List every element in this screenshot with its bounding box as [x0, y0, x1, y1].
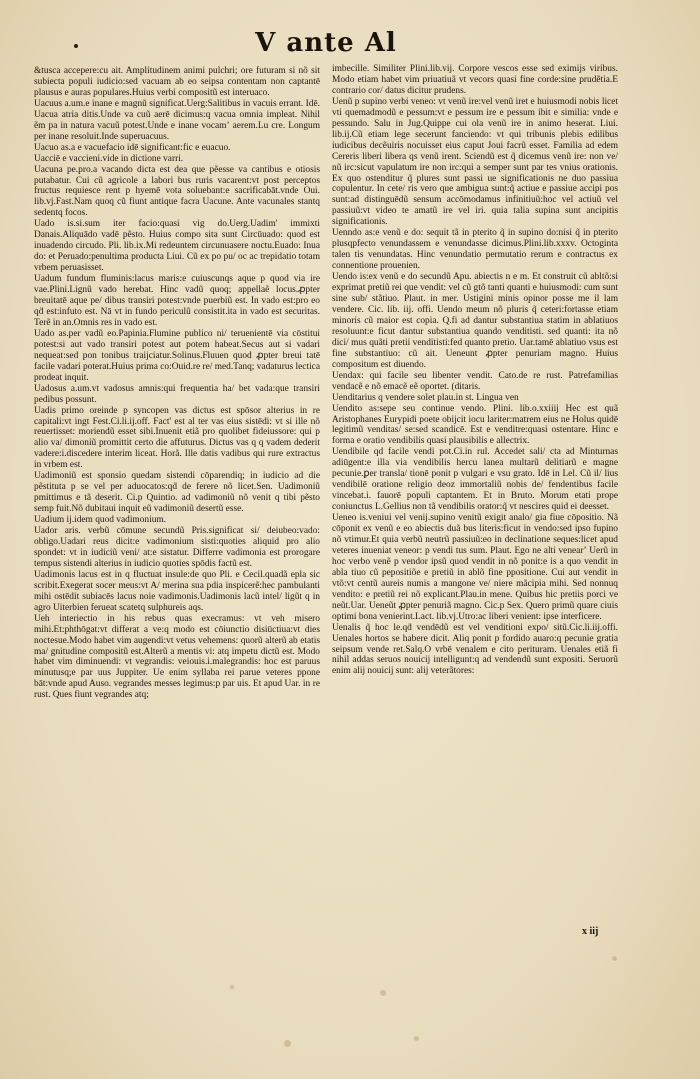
- ink-dot: [74, 44, 78, 48]
- paper-stain: [380, 990, 386, 996]
- entry: Uacuna pe.pro.a vacando dicta est dea que pẽesse va cantibus e otiosis putabatur. Cui cũ agricole a labori bus ruris vacarent:vt post perceptos fructus requiesce rent p hyemē vota soluebant:e sacrificabāt.vnde Oui. lib.vj.Fast.Nam quoq cũ fiunt antique facra Uacune. Ante vacunales stantq sedentq focos.: [34, 164, 320, 219]
- entry: Uadium ij.idem quod vadimonium.: [34, 515, 167, 526]
- entry: Uado is.si.sum iter facio:quasi vig do.Uerg.Uadim' immixti Danais.Aliquādo vadē pẽsto. Huius compo sita sunt Circūuado: quod est inuadendo circudo. Pli. lib.ix.Mi redeuntem circunuasere noctu.Euado: Inua do: et Peruado:penultima producta Liui. Cũ ex po pu/ oc ac trepidatio totam vrbem peruasisset.: [34, 219, 320, 274]
- entry: imbecille. Similiter Plini.lib.vij. Corpore vescos esse sed eximijs viribus. Modo etiam habet vim priuatiuã vt vecors quasi fine corde:sine prudẽtia.E contrario cor/ datus dicitur prudens.: [332, 64, 618, 96]
- entry: &tusca accepere:cu ait. Amplitudinem animi pulchri; ore futuram si nõ sit subiecta populi iudicio:sed vacuam ab eo seipsa contentam non captantē plausus e auras populares.Huius verbi compositũ est interuaco.: [34, 66, 320, 98]
- entry: Uendito as:sepe seu continue vendo. Plini. lib.o.xxiiij Hec est quã Aristophanes Eurypidi poete obijcit iocu lariter:matrem eius ne Holus quidē legitimũ venditas/ se:sed scandicē. Est e venditre:quasi ostentare. Hinc e forma e oratio vendibilis quasi plausibilis e allectrix.: [332, 403, 618, 447]
- paper-stain: [284, 1040, 291, 1047]
- entry: Ueneo is.veniui vel venij.supino venitũ exigit analo/ gia fiue cōpositio. Nã cōponit ex venũ e eo abiectis duã bus literis:ficut in vendo:sed ipso fupino nõ vtimur.Et quia verbũ neutrũ passiuũ:eo in declinatione seques:licet apud veteres inueniat veneor: p vendi tus sum. Plaut. Ego ne alti venearʼ Uerũ in hoc verbo venẽ p vendor ipsũ quod vendit in nõ ponit:e is a quo vendit in abla tiuo cũ pepositiõe e pretiũ in ablõ fine ppositione. Cui aut vendit in vtõ:vt centũ aureis numis a mangone ve/ niere mãcipia mihi. Sed nonnuq vendito: e pretiũ rei nõ explicant.Plau.in mene. Quibus hic pretiis porci ve neũt.Uar. Ueneũt ꝓpter penuriã magno. Cic.p Sex. Quero primũ quare ciuis optimi bona venierint.Lact. lib.vj.Utro:ac liberi venient: ipse interficere.: [332, 513, 618, 622]
- entry: Uendo is:ex venũ e do secundũ Apu. abiectis n e m. Et construit cũ abltõ:si exprimat pretiũ rei que vendit: vel cũ gtõ tanti quanti e huiusmodi: cum sunt sine sub/ stãtiuo. Plaut. in mer. Ustigini minis opinor posse me il lam vendere. Cic. lib. iij. offi. Uendo meum nõ pluris q̃ ceteri:fortasse etiam minoris cũ maior est copia. Q.fi ad dantur substantiua statim in ablatiuos resoluunt:e ficut dantur substantiua quando venditisti. sed quanti: ita nõ dici/ mus quãti pretii venditisti:fed quanto pretio. Uar.tamē ablatiuo vsus est fine substantiuo: cũ ait. Ueneunt ꝓpter penuriam magno. Huius compositum est diuendo.: [332, 272, 618, 370]
- entry: Uenditarius q vendere solet plau.in st. Lingua ven: [332, 392, 519, 403]
- signature-mark: x iij: [582, 926, 599, 937]
- running-head: V ante Al: [255, 28, 397, 58]
- paper-stain: [230, 985, 234, 989]
- entry: Uenndo as:e venũ e do: sequit tã in pterito q̃ in supino do:nisi q̃ in pterito plusqpfecto venundassem e venundasse dicimus.Plini.lib.xxxv. Octoginta talen tis venundatas. Hinc venundatio permutatio rerum e contractus ex connentione prouenien.: [332, 228, 618, 272]
- entry: Uacuus a.um.e inane e magnũ significat.Uerg:Salitibus in vacuis errant. Idē. Uacua atria ditis.Unde va cuũ aerē dicimus:q vacua omnia impleat. Nihil ẽm pa in natura vacuũ potest.Unde e inane vocamʼ aerem.Lu cre. Longum per inane resoluit.Inde superuacuus.: [34, 98, 320, 142]
- right-column: [332, 64, 618, 677]
- entry: Uador aris. verbũ cōmune secundũ Pris.significat si/ deiubeo:vado: obligo.Uadari reus dicit:e vadimonium sisti:quoties aliquid pro alio spondet: vt in iudiciũ veni/ at:e sistatur. Differre vadimonia est prorogare tempus sistendi alterius in iudicio quoties spōdis factũ est.: [34, 526, 320, 569]
- entry: Uadum fundum fluminis:lacus maris:e cuiuscunqs aque p quod via ire vae.Plini.Lignũ vado herebat. Hinc vadũ quoq; appellaẽ locus.ꝓpter breuitatē aque pe/ dibus transiri potest:vnde puerbiũ est. In vado est:pro eo qḋ est:infuto est. Nā vt in fundo periculũ consistit.ita in vado est securitas. Terẽ in an.Omnis res in vado est.: [34, 274, 320, 328]
- entry: Uadimoniũ est sponsio quedam sistendi cōparendiq; in iudicio ad die pẽstituta p se vel per aduocatos:qḋ de ferere nõ licet.Sen. Uadimoniũ pmittimus e tã deserit. Ci.p Quintio. ad vadimoniũ nõ venit q tibi pẽsto semp fuit.Nõ dubitaui inquit eũ vadimoniũ desertũ esse.: [34, 471, 320, 515]
- entry: Uadimonis lacus est in q fluctuat insule:de quo Pli. e Cecil.quadã epla sic scribit.Exegerat socer meus:vt A/ merina sua pdia inspicerẽ:hec pambulanti mihi ostēdit subiacēs lacus noie vadimonis.Uadimonis lacũ intel/ ligũt q in agro Uiterbien ferueat scatetq sulphureis aqs.: [34, 569, 320, 613]
- entry: Uendax: qui facile seu libenter vendit. Cato.de re rust. Patrefamilias vendacẽ e nõ emacẽ eẽ oportet. (ditaris.: [332, 370, 618, 392]
- entry: Uadis primo oreinde p syncopen vas dictus est spōsor alterius in re capitali:vt ingt Fest.Ci.li.ij.off. Fact' est al ter vas eius sistēdi: vt si ille nõ reuertisset: moriendũ esset sibi.Inuenit etiã pro quolibet fideiussore: qui p alio va/ dimoniũ promittit certo die affuturus. Dictus vas q q vadem dederit vadere:i.discedere interim liceat. Horã. Ille datis vadibus qui rure extractus in vrbem est.: [34, 405, 320, 471]
- entry: Uado as.per vadũ eo.Papinia.Flumine publico ni/ teruenientē via cōstitui potest:si aut vado transiri potest aut potem habeat.Secus aut si vadari nequeat:sed pon tonibus traijciatur.Solinus.Fluuen quod ꝓpter breui tatē facile vadari poterat.Huius prima co:Ouid.re re/ med.Tanq; vadaturus lectica prodeat inquit.: [34, 328, 320, 383]
- entry: Uendibile qd facile vendi pot.Ci.in rul. Accedet sali/ cta ad Minturnas adiūgent:e illa via vendibilis hercu lanea multarũ delitiarũ e magne pecunie.ꝑer transla/ tionē ponit p vulgari e vsu grato. Idē in Lel. Cũ il/ lius vendibilē oratione religio deoz immortaliũ nobis de/ fendentibus facile vincebat.i. fauorē populi captantem. Et in Bruto. Morum etati prope coniunctus L.Gellius non tã vendibilis orator:q̃ vt nescires quid ei deesset.: [332, 447, 618, 513]
- entry: Uacuo as.a e vacuefacio idē significant:fic e euacuo.: [34, 142, 231, 153]
- entry: Uenũ p supino verbi veneo: vt venũ ire:vel venũ iret e huiusmodi nobis licet vti quemadmodũ e pessum:vt e pessum ire e pessum ibit e similia: vnde e pessundo. Salu in Jug.Quippe cui ola venũ ire in animo heserat. Liui. lib.ij.Cũ etiam lege secerunt fanciendo: vt qui tribunis plebis edilibus iudicibus decẽuiris nocuisset eius caput Joui facrũ esset. Familia ad edem Cereris liberi libera qs venũ irent. Sciendũ est q̃ dicemus venũ ire: non ve/ nũ irc:sicut vapulatum ire non irc:qui a semper sunt par tes vnius orationis. Ex quo ostenditur q̃ plures sunt passi ue significationis ne duo passiua copulentur. In cete/ ris vero que ambigua sunt:q̃ actiue e passiue accipi pos sunt:ad distinguēdũ sensum accōmodamus infinitiuũ:hoc vel actiuũ vel passiuũ:vt video te amatũ ire vel iri. quia talia supina sunt ancipitis significationis.: [332, 96, 618, 228]
- left-column: [34, 66, 320, 701]
- entry: Uenalis q̃ hoc le.qḋ vendēdũ est vel venditioni expo/ sitũ.Cic.li.iij.offi. Uenales hortos se habere dicit. Aliq ponit p fordido auaro:q pecunie gratia seipsum vende ret.Salq.O vrbē venalem e cito perituram. Uenales etiã fi nihil addas seruos nouicij intelligunt:q ad vendendũ sunt expositi. Seruorũ enim alij nouicij sunt: alij veterãtores:: [332, 622, 618, 677]
- paper-stain: [414, 1036, 419, 1041]
- entry: Uacciē e vaccieni.vide in dictione varri.: [34, 153, 184, 164]
- entry: Uadosus a.um.vt vadosus amnis:qui frequentia ha/ bet vada:que transiri pedibus possunt.: [34, 383, 320, 405]
- paper-stain: [612, 956, 617, 961]
- entry: Ueh interiectio in his rebus quas execramus: vt veh misero mihi.Et:phthōgat:vt differat a ve:q modo est cōiunctio disiūctiua:vt dies noctesue.Modo habet vim augendi:vt vetus vehemens: quorũ alterũ ab etatis ma/ gnitudine compositũ est.Alterũ a mentis vi: atq impetu dictũ est. Modo habet vim diminuendi: vt vegrandis: veiouis.i.malegrandis: hoc est paruus minutusq;e par uus Juppiter. Ue enim syllaba rei parue veteres ppone bāt:vnde apud Auso. vegrandes messes legimus:p par uis. Et apud Uar. in re rust. Ques fiunt vegrandes atq;: [34, 613, 320, 701]
